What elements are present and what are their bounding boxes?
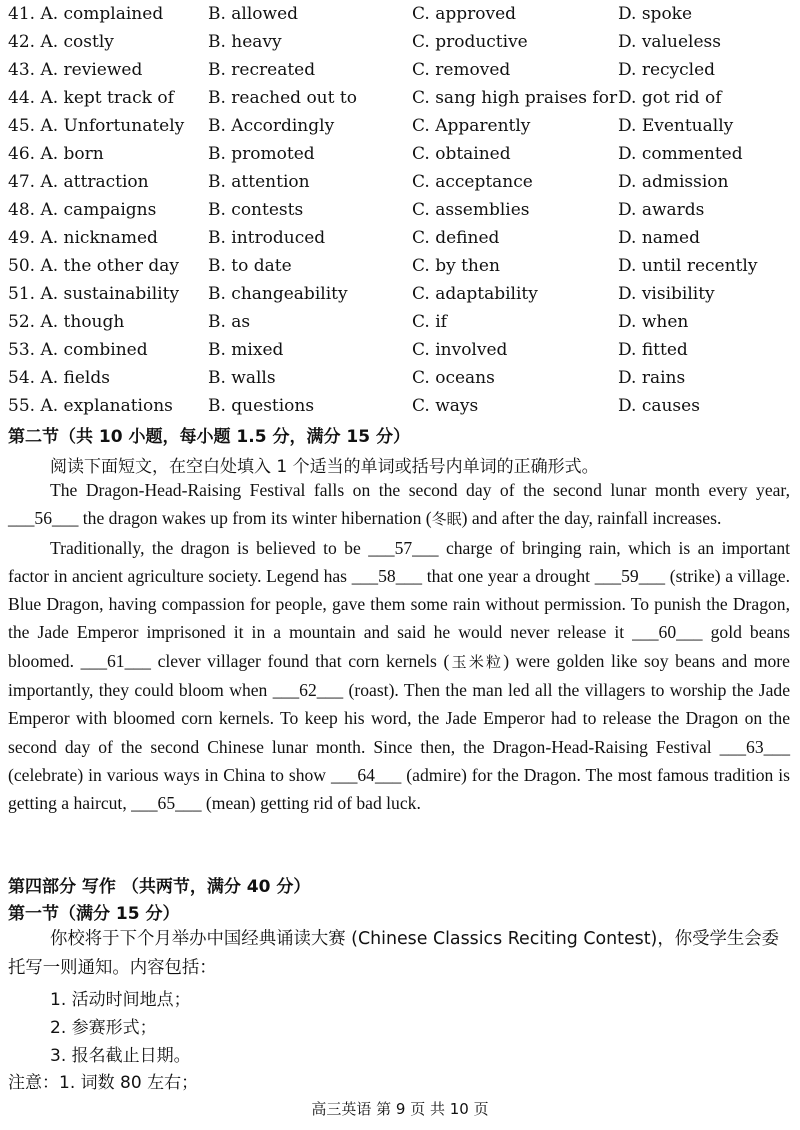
option-c: C. approved [412,4,517,24]
blank-61: ___61___ [80,650,151,671]
option-c: C. defined [412,228,500,248]
writing-task: 你校将于下个月举办中国经典诵读大赛 (Chinese Classics Reciting Contest)，你受学生会委托写一则通知。内容包括： [8,929,780,978]
option-a [8,256,208,276]
passage-text: Traditionally, the dragon is believed to be [50,537,369,558]
option-a-text: A. Unfortunately [40,116,185,136]
option-b: B. Accordingly [208,116,335,136]
option-a [8,60,208,80]
blank-58: ___58___ [351,565,423,586]
option-d: D. commented [618,144,743,164]
option-d: D. until recently [618,256,758,276]
option-c: C. by then [412,256,500,276]
passage-text: clever villager found that corn kernels ( [150,650,450,671]
question-number: 42. [8,32,36,52]
option-b: B. recreated [208,60,316,80]
passage-text: the dragon wakes up from its winter hibernation ( [78,508,432,529]
option-c: C. sang high praises for [412,88,618,108]
option-a [8,284,208,304]
option-a-text: A. sustainability [40,284,180,304]
option-a-text: A. explanations [40,396,173,416]
option-row [8,140,798,168]
passage-text: charge of bringing rain, which is an important factor in ancient agriculture society. Legend has [8,537,790,586]
chinese-gloss: 玉米粒 [449,652,504,671]
blank-60: ___60___ [632,622,703,643]
blank-59: ___59___ [594,565,666,586]
option-d: D. admission [618,172,729,192]
option-row [8,252,798,280]
option-d: D. spoke [618,4,693,24]
chinese-gloss: 冬眠 [431,510,462,529]
option-c: C. obtained [412,144,511,164]
blank-57: ___57___ [368,537,439,558]
task-item-1: 1. 活动时间地点； [50,990,191,1010]
option-c: C. involved [412,340,508,360]
option-a-text: A. though [40,312,125,332]
option-row [8,84,798,112]
passage-text: (mean) getting rid of bad luck. [201,793,421,814]
option-row [8,168,798,196]
option-d: D. recycled [618,60,716,80]
option-a-text: A. reviewed [40,60,143,80]
passage-text: ) were golden like soy beans and more importantly, they could bloom when [8,650,790,701]
option-c: C. Apparently [412,116,531,136]
option-a [8,200,208,220]
option-b: B. promoted [208,144,315,164]
option-a-text: A. attraction [40,172,149,192]
option-a-text: A. complained [40,4,164,24]
blank-65: ___65___ [131,793,202,814]
note: 注意：1. 词数 80 左右； [8,1073,199,1093]
option-b: B. walls [208,368,276,388]
passage-text: (admire) for the Dragon. The most famous tradition is getting a haircut, [8,764,791,814]
option-a-text: A. combined [40,340,148,360]
option-a [8,396,208,416]
option-c: C. ways [412,396,479,416]
question-number: 50. [8,256,36,276]
passage-paragraph-2 [8,534,790,818]
task-item-3: 3. 报名截止日期。 [50,1046,191,1066]
option-b: B. reached out to [208,88,357,108]
options-table [8,0,798,420]
option-row [8,308,798,336]
option-c: C. adaptability [412,284,538,304]
option-d: D. when [618,312,689,332]
option-b: B. attention [208,172,310,192]
section2-heading: 第二节（共 10 小题，每小题 1.5 分，满分 15 分） [8,427,410,447]
question-number: 51. [8,284,36,304]
question-number: 44. [8,88,36,108]
passage-text: The Dragon-Head-Raising Festival falls on the second day of the second lunar month every year, [50,480,790,500]
option-a [8,368,208,388]
option-row [8,28,798,56]
blank-63: ___63___ [719,736,790,757]
option-a [8,228,208,248]
option-c: C. assemblies [412,200,530,220]
blank-56: ___56___ [8,508,79,529]
option-a-text: A. kept track of [40,88,174,108]
option-row [8,336,798,364]
task-item-2: 2. 参赛形式； [50,1018,157,1038]
question-number: 49. [8,228,36,248]
part4-section1-heading: 第一节（满分 15 分） [8,904,180,924]
option-b: B. contests [208,200,304,220]
passage [8,476,790,818]
option-a [8,88,208,108]
option-c: C. if [412,312,447,332]
blank-62: ___62___ [272,680,344,701]
option-row [8,196,798,224]
passage-text: (roast). Then the man led all the villagers to worship the Jade Emperor with bloomed corn kernels. To keep his word, the Jade Emperor had to release the Dragon on the second day of the second Chinese lunar month. Since then, the Dragon-Head-Raising Festival [8,680,791,757]
option-d: D. visibility [618,284,715,304]
question-number: 48. [8,200,36,220]
option-a [8,144,208,164]
option-d: D. fitted [618,340,688,360]
option-a-text: A. the other day [40,256,180,276]
passage-text: that one year a drought [422,565,595,586]
option-a [8,116,208,136]
option-row [8,112,798,140]
question-number: 46. [8,144,36,164]
option-c: C. productive [412,32,528,52]
option-b: B. as [208,312,251,332]
question-number: 45. [8,116,36,136]
part4-heading: 第四部分 写作 （共两节，满分 40 分） [8,877,311,897]
option-d: D. named [618,228,700,248]
option-d: D. Eventually [618,116,734,136]
passage-text: ) and after the day, rainfall increases. [461,508,722,529]
option-d: D. valueless [618,32,721,52]
page-footer: 高三英语 第 9 页 共 10 页 [311,1100,489,1118]
question-number: 43. [8,60,36,80]
option-c: C. acceptance [412,172,533,192]
option-row [8,224,798,252]
option-b: B. questions [208,396,315,416]
question-number: 52. [8,312,36,332]
option-d: D. got rid of [618,88,722,108]
option-row [8,280,798,308]
question-number: 55. [8,396,36,416]
option-row [8,392,798,420]
option-d: D. rains [618,368,686,388]
option-a-text: A. fields [40,368,110,388]
passage-text: gold beans bloomed. [8,622,790,671]
passage-paragraph-1 [8,476,790,534]
option-a [8,312,208,332]
option-b: B. to date [208,256,292,276]
passage-text: (strike) a village. Blue Dragon, having compassion for people, gave them some rain without permission. To punish the Dragon, the Jade Emperor imprisoned it in a mountain and said he would never release it [8,565,790,643]
option-a [8,4,208,24]
option-row [8,364,798,392]
option-row [8,0,798,28]
passage-text: (celebrate) in various ways in China to show [8,764,331,785]
question-number: 47. [8,172,36,192]
question-number: 53. [8,340,36,360]
option-a-text: A. nicknamed [40,228,158,248]
option-c: C. oceans [412,368,495,388]
question-number: 54. [8,368,36,388]
question-number: 41. [8,4,36,24]
option-c: C. removed [412,60,511,80]
option-b: B. changeability [208,284,348,304]
option-a [8,172,208,192]
option-a [8,340,208,360]
option-a [8,32,208,52]
option-row [8,56,798,84]
option-a-text: A. campaigns [40,200,157,220]
option-d: D. awards [618,200,705,220]
option-b: B. heavy [208,32,282,52]
option-b: B. introduced [208,228,326,248]
option-b: B. allowed [208,4,299,24]
blank-64: ___64___ [330,764,402,785]
section2-instruction: 阅读下面短文，在空白处填入 1 个适当的单词或括号内单词的正确形式。 [50,457,599,477]
option-a-text: A. born [40,144,104,164]
option-b: B. mixed [208,340,284,360]
option-d: D. causes [618,396,700,416]
option-a-text: A. costly [40,32,114,52]
